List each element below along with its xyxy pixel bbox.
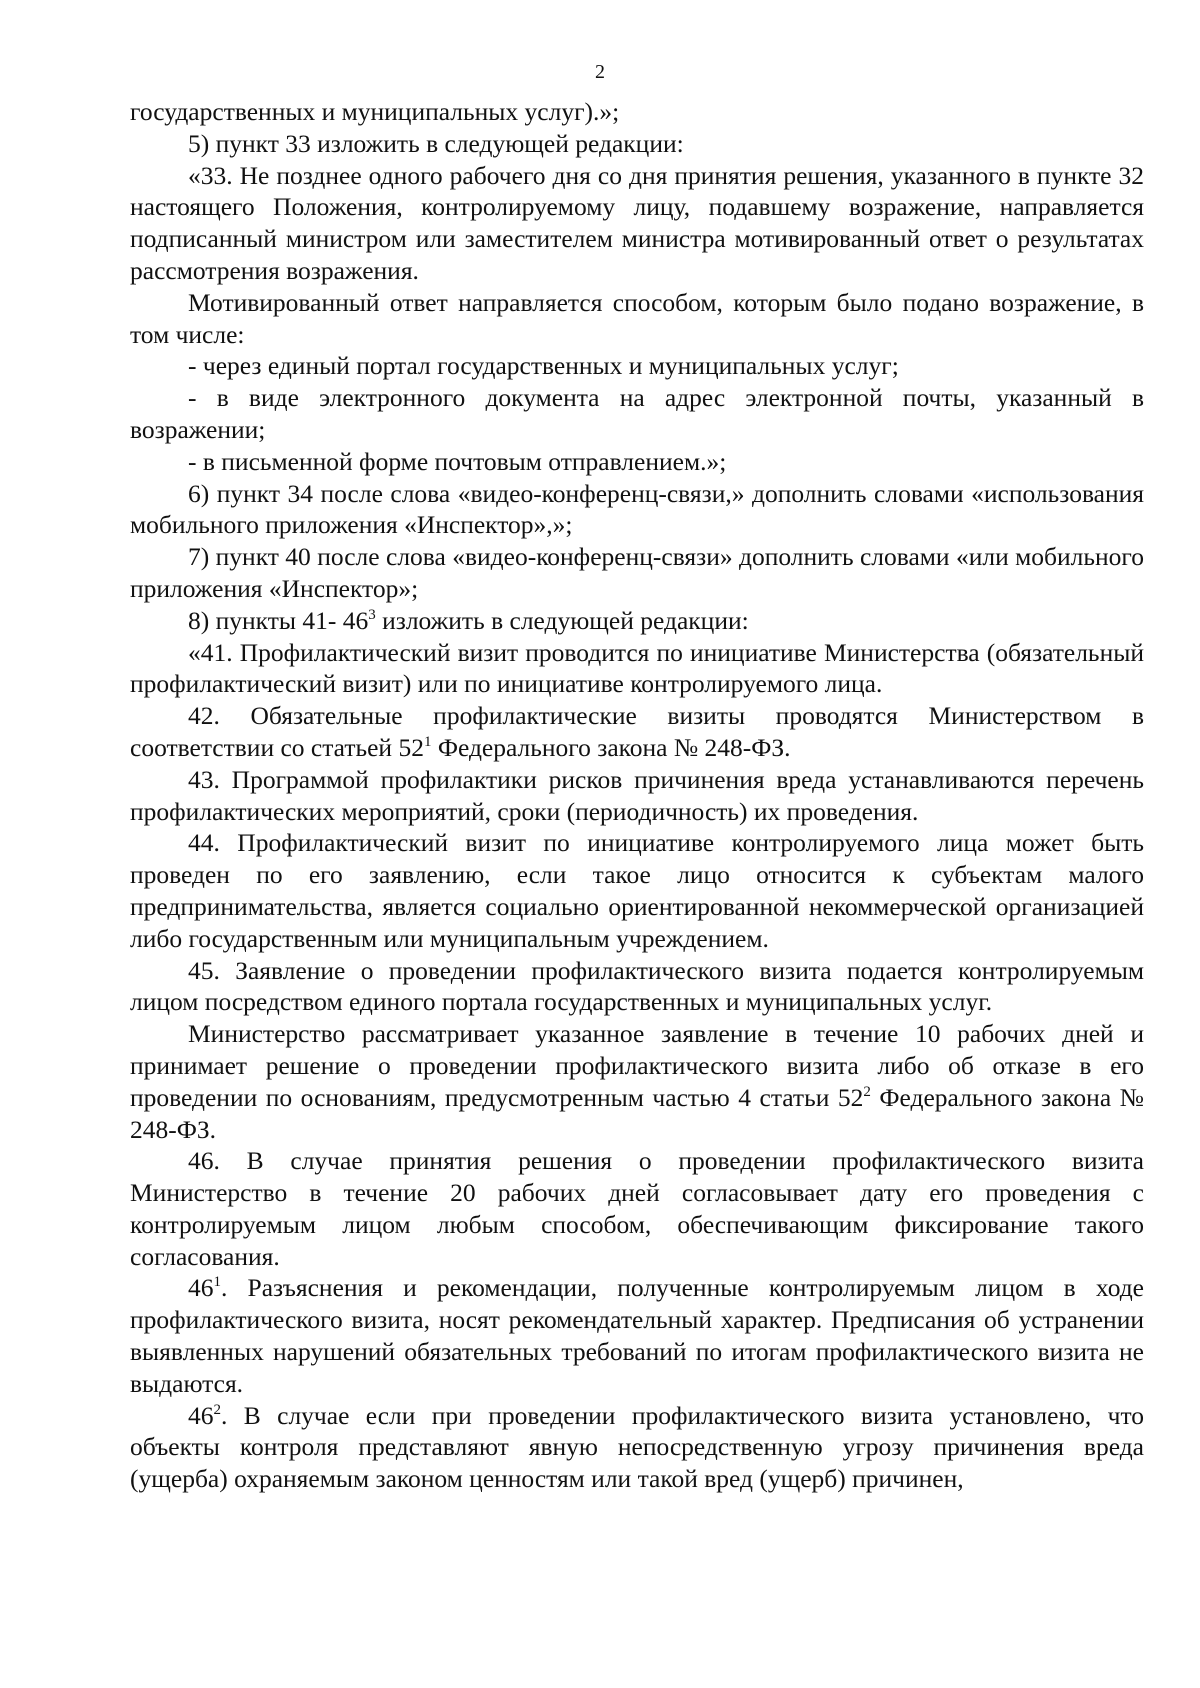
text-part: Федерального закона № 248-ФЗ. [431, 732, 791, 762]
page-number: 2 [595, 61, 605, 83]
text-part: . В случае если при проведении профилактического визита установлено, что объекты контроля представляют явную непосредственную угрозу причинения вреда (ущерба) охраняемым законом ценностям или такой вред (ущерб) причинен, [130, 1400, 1144, 1494]
paragraph-point-33: «33. Не позднее одного рабочего дня со дня принятия решения, указанного в пункте 32 настоящего Положения, контролируемому лицу, подавшему возражение, направляется подписанный министром или заместителем министра мотивированный ответ о результатах рассмотрения возражения. [130, 160, 1144, 285]
paragraph-point-41: «41. Профилактический визит проводится по инициативе Министерства (обязательный профилактический визит) или по инициативе контролируемого лица. [130, 637, 1144, 699]
paragraph-item-8 [130, 605, 1144, 637]
paragraph-item-6: 6) пункт 34 после слова «видео-конференц-связи,» дополнить словами «использования мобильного приложения «Инспектор»,»; [130, 478, 1144, 540]
paragraph-continuation: государственных и муниципальных услуг).»; [130, 97, 620, 126]
paragraph-point-42 [130, 700, 1144, 764]
text-part: 46 [188, 1400, 214, 1430]
paragraph-point-43: 43. Программой профилактики рисков причинения вреда устанавливаются перечень профилактических мероприятий, сроки (периодичность) их проведения. [130, 764, 1144, 826]
superscript: 1 [213, 1274, 221, 1291]
list-item-post: - в письменной форме почтовым отправлением.»; [188, 446, 727, 476]
paragraph-point-45: 45. Заявление о проведении профилактического визита подается контролируемым лицом посредством единого портала государственных и муниципальных услуг. [130, 955, 1144, 1017]
paragraph-point-46-2 [130, 1400, 1144, 1495]
superscript: 2 [863, 1083, 871, 1100]
text-part: Министерство рассматривает указанное заявление в течение 10 рабочих дней и принимает решение о проведении профилактического визита либо об отказе в его проведении по основаниям, предусмотренным частью 4 статьи 52 [130, 1019, 1144, 1112]
list-item-portal: - через единый портал государственных и муниципальных услуг; [188, 351, 899, 381]
paragraph-point-46: 46. В случае принятия решения о проведении профилактического визита Министерство в течение 20 рабочих дней согласовывает дату его проведения с контролируемым лицом любым способом, обеспечивающим фиксирование такого согласования. [130, 1146, 1144, 1271]
list-item-email: - в виде электронного документа на адрес электронной почты, указанный в возражении; [130, 383, 1144, 444]
paragraph-item-5: 5) пункт 33 изложить в следующей редакции: [188, 128, 684, 158]
text-part: 8) пункты 41- 46 [188, 605, 369, 635]
paragraph-point-46-1 [130, 1272, 1144, 1399]
paragraph-item-7: 7) пункт 40 после слова «видео-конференц-связи» дополнить словами «или мобильного приложения «Инспектор»; [130, 542, 1144, 603]
superscript: 1 [423, 733, 432, 750]
paragraph-point-44: 44. Профилактический визит по инициативе контролируемого лица может быть проведен по его заявлению, если такое лицо относится к субъектам малого предпринимательства, является социально ориентированной некоммерческой организацией либо государственным или муниципальным учреждением. [130, 828, 1144, 953]
paragraph-motivated-answer: Мотивированный ответ направляется способом, которым было подано возражение, в том числе: [130, 287, 1144, 349]
paragraph-ministry-review [130, 1018, 1144, 1145]
text-part: 46 [188, 1273, 214, 1303]
superscript: 3 [368, 606, 376, 623]
text-part: изложить в следующей редакции: [375, 605, 749, 635]
text-part: . Разъяснения и рекомендации, полученные контролируемым лицом в ходе профилактического визита, носят рекомендательный характер. Предписания об устранении выявленных нарушений обязательных требований по итогам профилактического визита не выдаются. [130, 1273, 1144, 1398]
document-body [130, 96, 1144, 1495]
text-part: 42. Обязательные профилактические визиты проводятся Министерством в соответствии со статьей 52 [130, 701, 1144, 762]
superscript: 2 [213, 1401, 221, 1418]
text-part: Федерального закона № 248-ФЗ. [130, 1082, 1144, 1144]
